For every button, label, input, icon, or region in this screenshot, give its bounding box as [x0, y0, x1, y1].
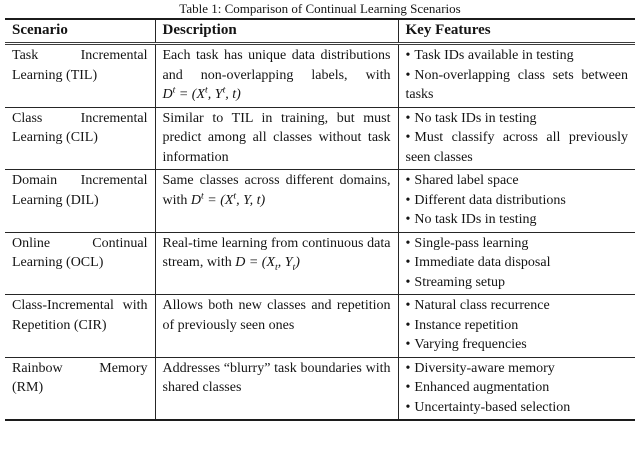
feature-item: • Non-overlapping class sets between tasks	[405, 67, 628, 102]
scenario-cell: Task Incremental Learning (TIL)	[5, 44, 155, 108]
bullet-icon: •	[405, 255, 411, 270]
feature-item: • Task IDs available in testing	[405, 48, 574, 63]
features-cell	[398, 44, 635, 108]
description-cell: Same classes across different domains, with $D^t = (X^t$, Y, t)	[155, 170, 398, 233]
features-cell	[398, 357, 635, 420]
bullet-icon: •	[405, 110, 411, 126]
description-cell: Each task has unique data distributions and non-overlapping labels, with $D^t = (X^t$, $Y^t$, t)	[155, 44, 398, 108]
description-cell: Addresses “blurry” task boundaries with shared classes	[155, 357, 398, 420]
bullet-icon: •	[405, 298, 411, 313]
features-cell	[398, 170, 635, 233]
scenario-cell: Class Incremental Learning (CIL)	[5, 107, 155, 170]
description-cell: Similar to TIL in training, but must predict among all classes without task information	[155, 107, 398, 170]
feature-item: • Must classify across all previously seen classes	[405, 130, 628, 165]
bullet-icon: •	[405, 360, 411, 376]
feature-item: • No task IDs in testing	[405, 110, 537, 126]
features-cell	[398, 232, 635, 295]
table-row	[5, 107, 635, 170]
bullet-icon: •	[405, 317, 411, 333]
feature-item: • Shared label space	[405, 173, 519, 188]
bullet-icon: •	[405, 274, 411, 290]
table-row	[5, 232, 635, 295]
column-header-key-features: Key Features	[398, 19, 635, 44]
table-body	[5, 44, 635, 421]
features-cell	[398, 295, 635, 358]
feature-item: • Streaming setup	[405, 274, 506, 290]
bullet-icon: •	[405, 192, 411, 208]
column-header-description: Description	[155, 19, 398, 44]
math-formula: $D^t = (X^t$, Y, t)	[190, 189, 266, 208]
table-row	[5, 295, 635, 358]
math-formula: $D^t = (X^t$, $Y^t$, t)	[162, 84, 241, 102]
feature-item: • Varying frequencies	[405, 337, 527, 352]
feature-item: • Immediate data disposal	[405, 255, 551, 270]
scenario-cell: Rainbow Memory (RM)	[5, 357, 155, 420]
features-cell	[398, 107, 635, 170]
bullet-icon: •	[405, 48, 411, 63]
table-row	[5, 44, 635, 108]
bullet-icon: •	[405, 212, 411, 227]
math-formula: $D = (X_t$, $Y_t$)	[235, 255, 300, 273]
feature-item: • Diversity-aware memory	[405, 360, 555, 376]
feature-item: • Instance repetition	[405, 317, 519, 333]
column-header-scenario: Scenario	[5, 19, 155, 44]
bullet-icon: •	[405, 173, 411, 188]
scenario-cell: Online Continual Learning (OCL)	[5, 232, 155, 295]
bullet-icon: •	[405, 399, 411, 415]
table-row	[5, 170, 635, 233]
bullet-icon: •	[405, 67, 411, 83]
feature-item: • Uncertainty-based selection	[405, 399, 571, 415]
feature-item: • Different data distributions	[405, 192, 566, 208]
description-cell: Real-time learning from continuous data stream, with $D = (X_t$, $Y_t$)	[155, 232, 398, 295]
bullet-icon: •	[405, 337, 411, 352]
feature-item: • Single-pass learning	[405, 235, 529, 251]
table-row	[5, 357, 635, 420]
bullet-icon: •	[405, 130, 411, 145]
scenario-cell: Domain Incremental Learning (DIL)	[5, 170, 155, 233]
description-cell: Allows both new classes and repetition of previously seen ones	[155, 295, 398, 358]
bullet-icon: •	[405, 380, 411, 395]
table-caption: Table 1: Comparison of Continual Learning Scenarios	[179, 1, 461, 16]
comparison-table	[5, 18, 635, 421]
scenario-cell: Class-Incremental with Repetition (CIR)	[5, 295, 155, 358]
bullet-icon: •	[405, 235, 411, 251]
feature-item: • No task IDs in testing	[405, 212, 537, 227]
feature-item: • Natural class recurrence	[405, 298, 550, 313]
header-row	[5, 19, 635, 44]
feature-item: • Enhanced augmentation	[405, 380, 550, 395]
